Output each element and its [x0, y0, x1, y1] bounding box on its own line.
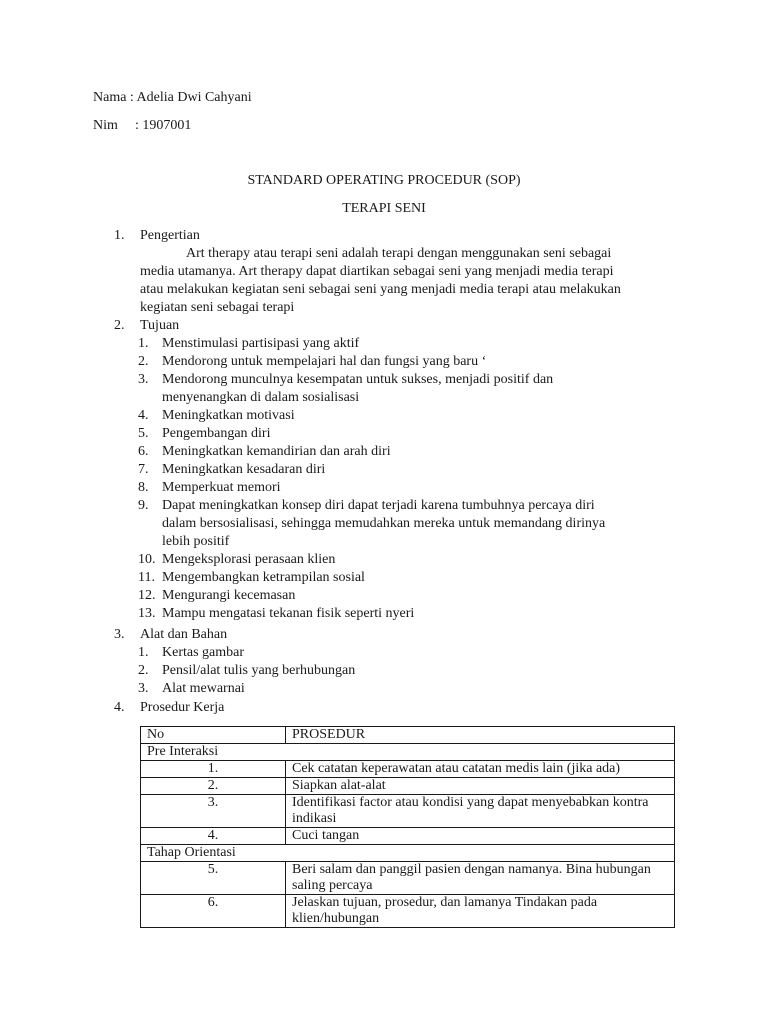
table-header-no: No: [141, 727, 286, 744]
list-item: Mendorong munculnya kesempatan untuk sukses, menjadi positif dan: [162, 372, 554, 387]
list-item: Meningkatkan motivasi: [162, 408, 295, 423]
list-item: Alat mewarnai: [162, 681, 245, 696]
table-cell-prosedur: Cek catatan keperawatan atau catatan medis lain (jika ada): [286, 761, 675, 778]
list-item: Pengembangan diri: [162, 426, 271, 441]
list-item-number: 11.: [138, 570, 155, 585]
list-item-number: 12.: [138, 588, 156, 603]
list-item-number: 5.: [138, 426, 149, 441]
list-item: Mengembangkan ketrampilan sosial: [162, 570, 365, 585]
list-item: Mendorong untuk mempelajari hal dan fungsi yang baru ‘: [162, 354, 487, 369]
student-nim: [93, 117, 191, 135]
section-title-alat: Alat dan Bahan: [140, 627, 228, 642]
nim-value: : 1907001: [135, 118, 192, 133]
section-title-prosedur: Prosedur Kerja: [140, 700, 225, 715]
table-cell-prosedur: Identifikasi factor atau kondisi yang dapat menyebabkan kontra indikasi: [286, 795, 675, 828]
table-row: [141, 828, 675, 845]
table-row: [141, 895, 675, 928]
list-item: lebih positif: [162, 534, 230, 549]
section-number: 1.: [114, 228, 125, 243]
table-row: [141, 778, 675, 795]
list-item-number: 10.: [138, 552, 156, 567]
list-item: Mampu mengatasi tekanan fisik seperti nyeri: [162, 606, 415, 621]
table-cell-prosedur: Jelaskan tujuan, prosedur, dan lamanya Tindakan pada klien/hubungan: [286, 895, 675, 928]
table-cell-no: 5.: [141, 862, 286, 895]
table-section-row: [141, 744, 675, 761]
list-item: Memperkuat memori: [162, 480, 281, 495]
table-cell-no: 2.: [141, 778, 286, 795]
table-row: [141, 795, 675, 828]
section-title-tujuan: Tujuan: [140, 318, 180, 333]
list-item-number: 6.: [138, 444, 149, 459]
document-title: STANDARD OPERATING PROCEDUR (SOP): [247, 173, 521, 188]
list-item: Meningkatkan kemandirian dan arah diri: [162, 444, 391, 459]
paragraph-line: atau melakukan kegiatan seni sebagai seni yang menjadi media terapi atau melakukan: [140, 282, 621, 297]
list-item: Mengurangi kecemasan: [162, 588, 296, 603]
list-item-number: 1.: [138, 336, 149, 351]
table-cell-prosedur: Beri salam dan panggil pasien dengan namanya. Bina hubungan saling percaya: [286, 862, 675, 895]
section-number: 2.: [114, 318, 125, 333]
list-item: Mengeksplorasi perasaan klien: [162, 552, 336, 567]
section-number: 4.: [114, 700, 125, 715]
table-cell-no: 4.: [141, 828, 286, 845]
paragraph-line: kegiatan seni sebagai terapi: [140, 300, 295, 315]
table-row: [141, 862, 675, 895]
list-item: Meningkatkan kesadaran diri: [162, 462, 326, 477]
nim-label: Nim: [93, 118, 118, 133]
list-item-number: 7.: [138, 462, 149, 477]
procedure-table: [140, 726, 675, 928]
section-title-pengertian: Pengertian: [140, 228, 200, 243]
list-item-number: 13.: [138, 606, 156, 621]
table-section-label: Pre Interaksi: [141, 744, 675, 761]
student-name: Nama : Adelia Dwi Cahyani: [93, 90, 252, 105]
list-item-number: 8.: [138, 480, 149, 495]
table-section-row: [141, 845, 675, 862]
list-item-number: 3.: [138, 681, 149, 696]
paragraph-line: media utamanya. Art therapy dapat diartikan sebagai seni yang menjadi media terapi: [140, 264, 614, 279]
table-cell-no: 6.: [141, 895, 286, 928]
list-item: menyenangkan di dalam sosialisasi: [162, 390, 360, 405]
list-item-number: 3.: [138, 372, 149, 387]
table-header-row: [141, 727, 675, 744]
list-item: Menstimulasi partisipasi yang aktif: [162, 336, 360, 351]
list-item-number: 2.: [138, 354, 149, 369]
paragraph-line: Art therapy atau terapi seni adalah terapi dengan menggunakan seni sebagai: [186, 246, 612, 261]
list-item-number: 9.: [138, 498, 149, 513]
section-number: 3.: [114, 627, 125, 642]
table-row: [141, 761, 675, 778]
list-item: Kertas gambar: [162, 645, 245, 660]
table-cell-prosedur: Cuci tangan: [286, 828, 675, 845]
list-item-number: 2.: [138, 663, 149, 678]
table-cell-no: 3.: [141, 795, 286, 828]
list-item-number: 4.: [138, 408, 149, 423]
table-cell-no: 1.: [141, 761, 286, 778]
list-item: dalam bersosialisasi, sehingga memudahkan mereka untuk memandang dirinya: [162, 516, 606, 531]
table-section-label: Tahap Orientasi: [141, 845, 675, 862]
list-item: Dapat meningkatkan konsep diri dapat terjadi karena tumbuhnya percaya diri: [162, 498, 595, 513]
document-subtitle: TERAPI SENI: [342, 201, 426, 216]
list-item-number: 1.: [138, 645, 149, 660]
list-item: Pensil/alat tulis yang berhubungan: [162, 663, 356, 678]
table-cell-prosedur: Siapkan alat-alat: [286, 778, 675, 795]
table-header-prosedur: PROSEDUR: [286, 727, 675, 744]
